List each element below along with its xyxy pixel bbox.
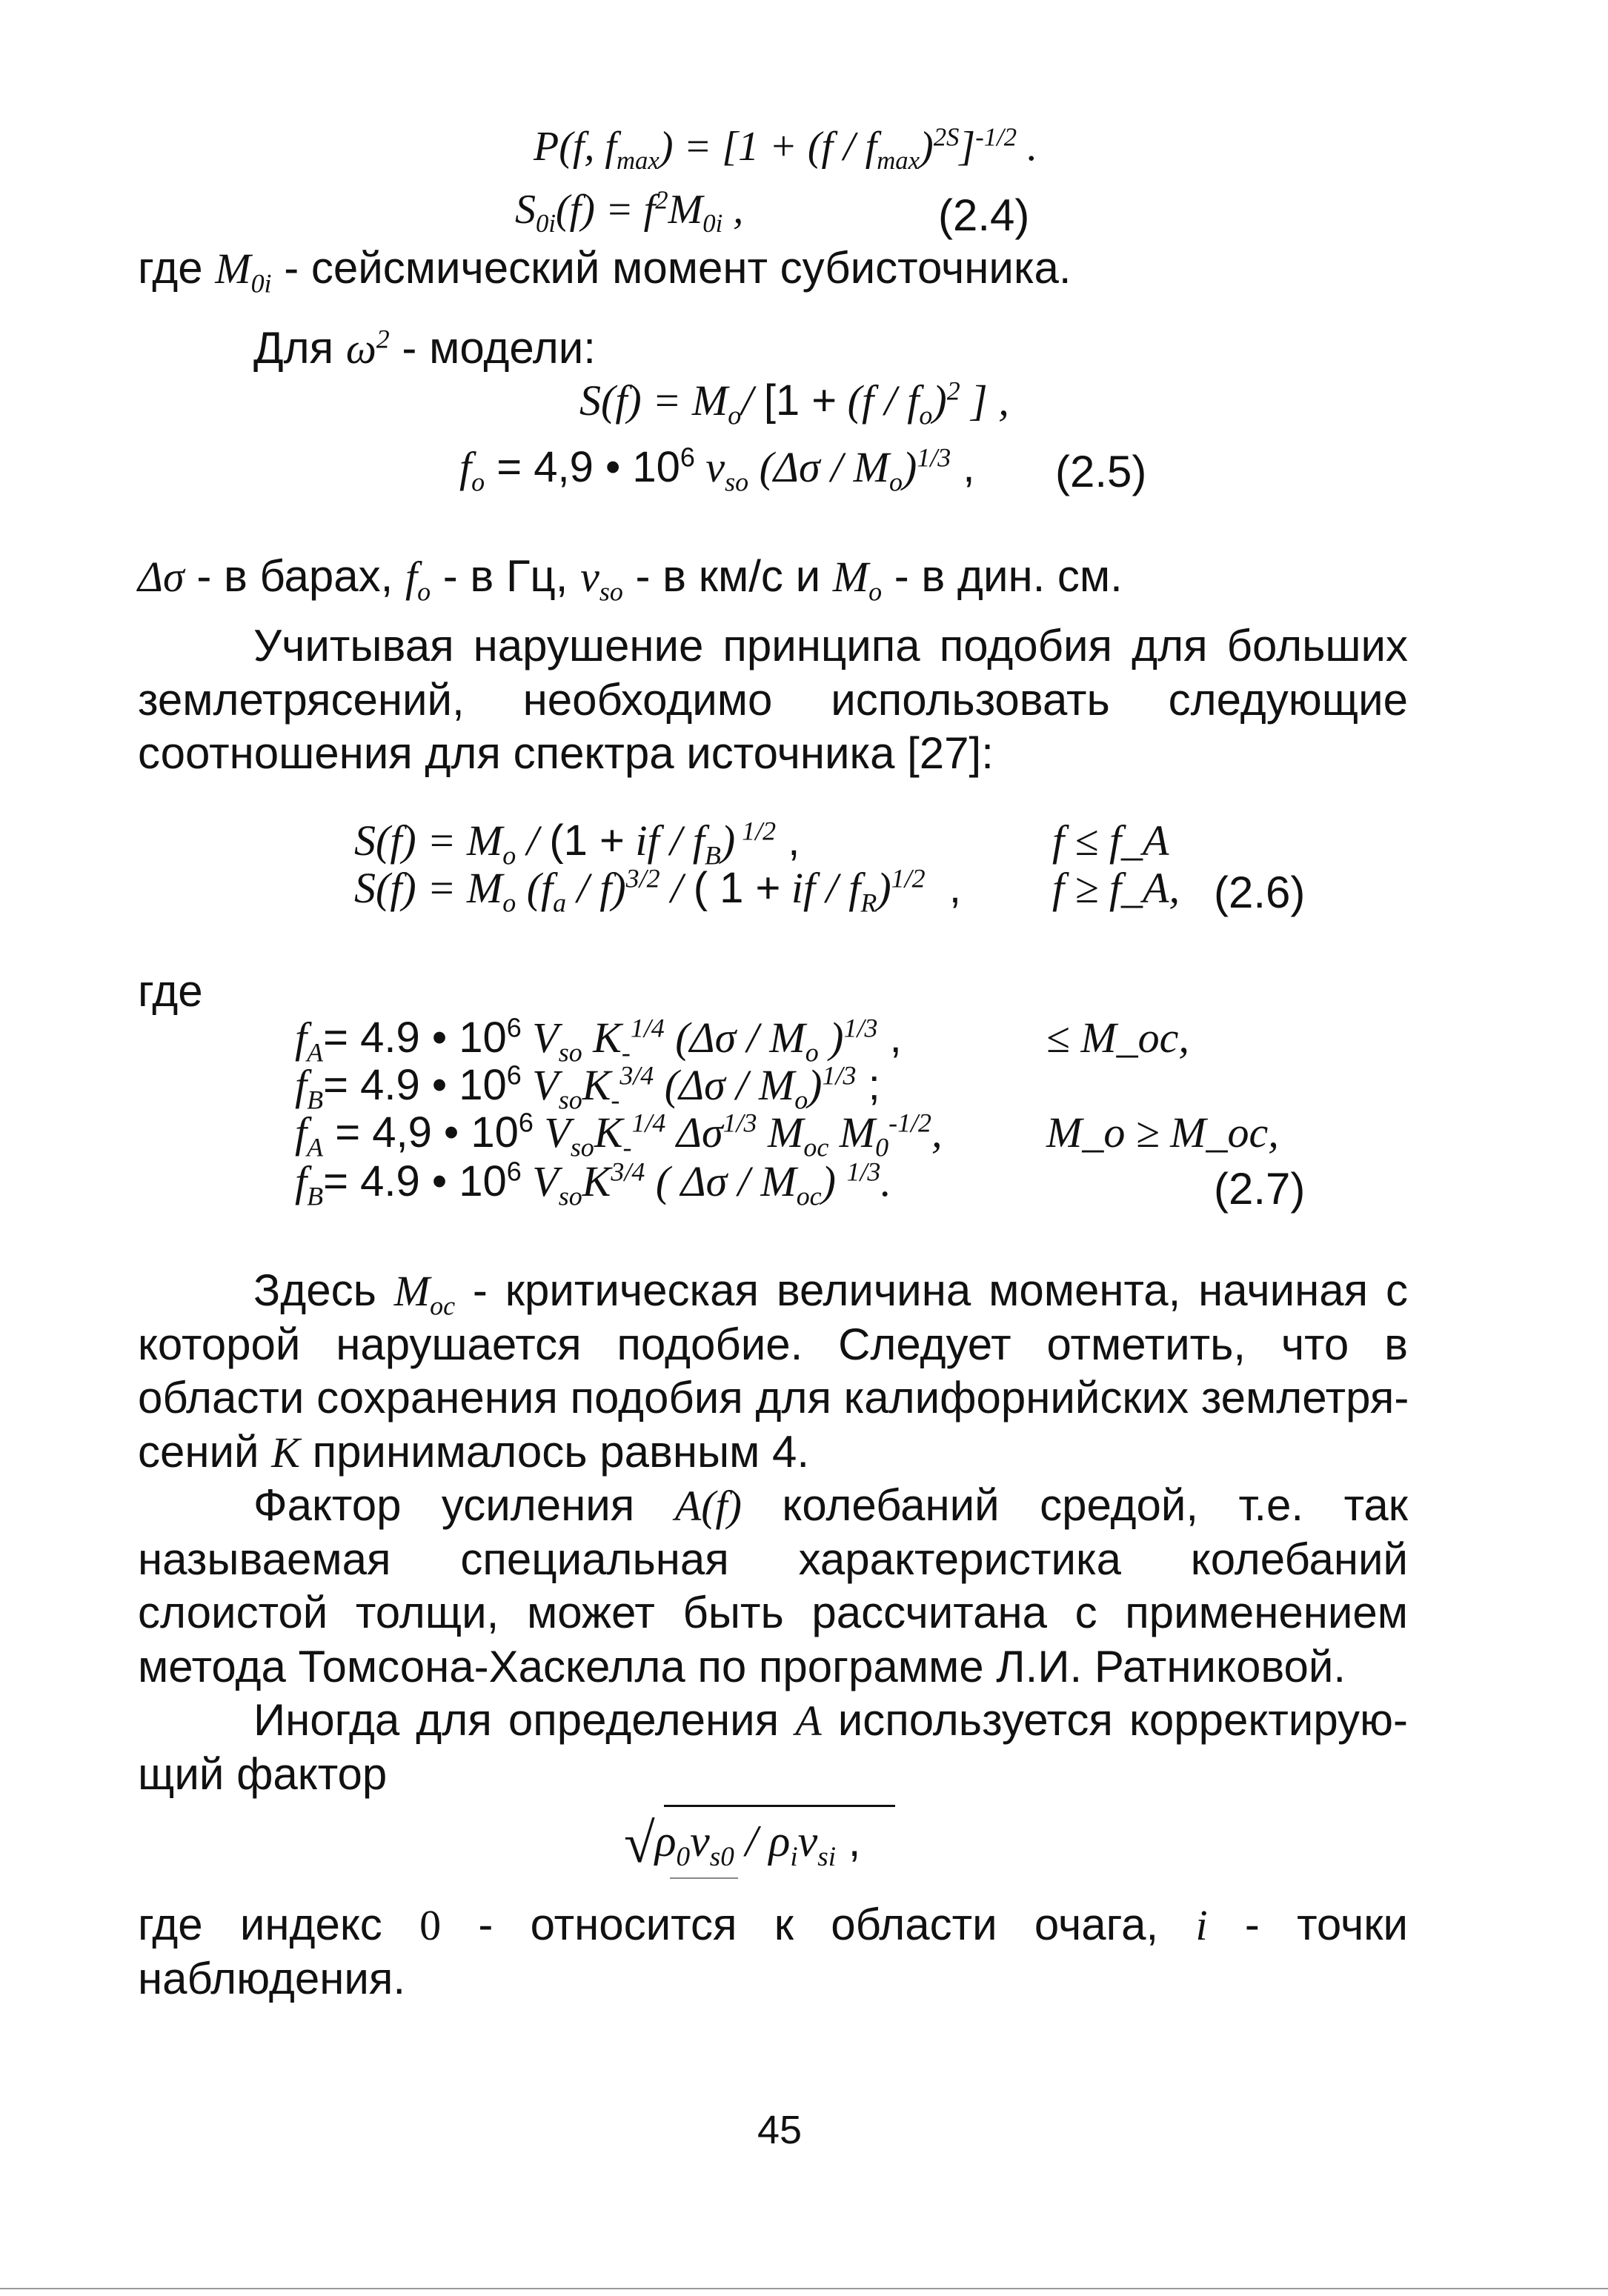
sqrt-overline [664,1805,895,1807]
equation-2-7-c: $f_A = 4,9$ • $10^6$ $V_{so}K_-^{1/4}$ $\Delta\sigma^{1/3}$ $M_{oc}$ $M_0^{-1/2}$, [295,1107,943,1162]
bottom-rule [0,2288,1608,2289]
equation-2-7-c-condition: M_o ≥ M_oc, [1046,1108,1279,1157]
para1-line-3: соотношения для спектра источника [27]: [138,728,994,778]
line-omega-model [253,323,596,373]
equation-2-6-a-condition: f ≤ f_A [1052,816,1169,865]
equation-s-f-omega: $S(f) = M_o/$ [$1 + (f / f_o)^2$ ] , [579,376,1009,430]
para2-line-3: области сохранения подобия для калифорнийских землетря- [138,1373,1409,1422]
where-label: где [138,966,203,1016]
paragraph-correction-factor [138,1694,1408,1801]
line-moi-text: - сейсмический момент субисточника. [271,243,1072,293]
equation-fo: $f_o = 4,9$ • $10^6$ $v_{so}$ $(\Delta\sigma / M_o)^{1/3}$ , [459,442,975,497]
para1-line-1: Учитывая нарушение принципа подобия для больших [253,621,1408,671]
equation-number-2-4: (2.4) [938,190,1030,240]
equation-2-7-d: $f_B= 4.9$ • $10^6$ $V_{so}K^{3/4}$ ( Δσ / $M_{oc}$) $^{1/3}$. [295,1156,891,1211]
omega-text: - модели: [389,323,596,373]
paragraph-critical-moment [138,1264,1408,1479]
equation-2-7-a: $f_A= 4.9$ • $10^6$ $V_{so}$ $K_-^{1/4}$ ($\Delta\sigma / M_o$ )$^{1/3}$ , [295,1012,902,1068]
para3-line-3: слоистой толщи, может быть рассчитана с применением [138,1588,1408,1637]
omega-symbol: $\omega^2$ [345,324,390,373]
para3-line-4: метода Томсона-Хаскелла по программе Л.И. Ратниковой. [138,1641,1346,1691]
equation-sqrt-factor: $√\rho_0v_{s0} / \rho_iv_{si}$ , [624,1812,861,1874]
para5-line-1: где индекс 0 - относится к области очага, i - точки [138,1900,1408,1949]
paragraph-amplification-factor [138,1479,1408,1694]
units-line: Δσ - в барах, $f_o$ - в Гц, $v_{so}$ - в км/с и $M_o$ - в дин. см. [138,551,1123,607]
para3-line-2: называемая специальная характеристика колебаний [138,1534,1408,1584]
para1-line-2: землетрясений, необходимо использовать следующие [138,674,1408,725]
para3-line-1: Фактор усиления A(f) колебаний средой, т.е. так [253,1480,1408,1530]
line-moi-definition [138,243,1072,299]
line-moi-prefix: где [138,243,203,293]
equation-2-6-a: $S(f) = M_o / (1$ + if / $f_B$) $^{1/2}$ , [354,816,800,871]
equation-2-7-a-condition: ≤ M_oc, [1046,1014,1189,1062]
equation-number-2-7: (2.7) [1214,1164,1306,1214]
equation-2-7-b: $f_B= 4.9$ • $10^6$ $V_{so}K_-^{3/4}$ $(\Delta\sigma / M_o)^{1/3}$ ; [295,1059,880,1115]
equation-2-6-b-condition: f ≥ f_A, [1052,864,1180,912]
equation-number-2-6: (2.6) [1214,868,1306,917]
para2-line-1: Здесь $M_{oc}$ - критическая величина момента, начиная с [253,1265,1408,1321]
para2-line-2: которой нарушается подобие. Следует отметить, что в [138,1319,1408,1369]
para2-line-4: сений K принималось равным 4. [138,1426,810,1477]
equation-2-6-b: $S(f) = M_o$ $(f_a / f)^{3/2}$ / ( 1 + if / $f_R)^{1/2}$ , [354,863,961,918]
paragraph-index-meaning [138,1898,1408,2006]
equation-number-2-5: (2.5) [1055,447,1147,496]
equation-s0i: $S_{0i}(f) = f^2M_{0i}$ , [515,185,744,239]
equation-p-f-fmax: P(f, $f_{max}) = [1 + (f / f_{max})^{2S}]^{-1/2}$ . [534,122,1038,176]
small-rule [670,1877,738,1879]
page-number: 45 [757,2108,803,2152]
line-moi-symbol: $M_{0i}$ [215,244,272,299]
para4-line-1: Иногда для определения A используется корректирую- [253,1695,1409,1745]
para5-line-2: наблюдения. [138,1953,406,2003]
omega-prefix: Для [253,323,334,373]
paragraph-similarity-principle [138,619,1408,781]
para4-line-2: щий фактор [138,1748,388,1799]
